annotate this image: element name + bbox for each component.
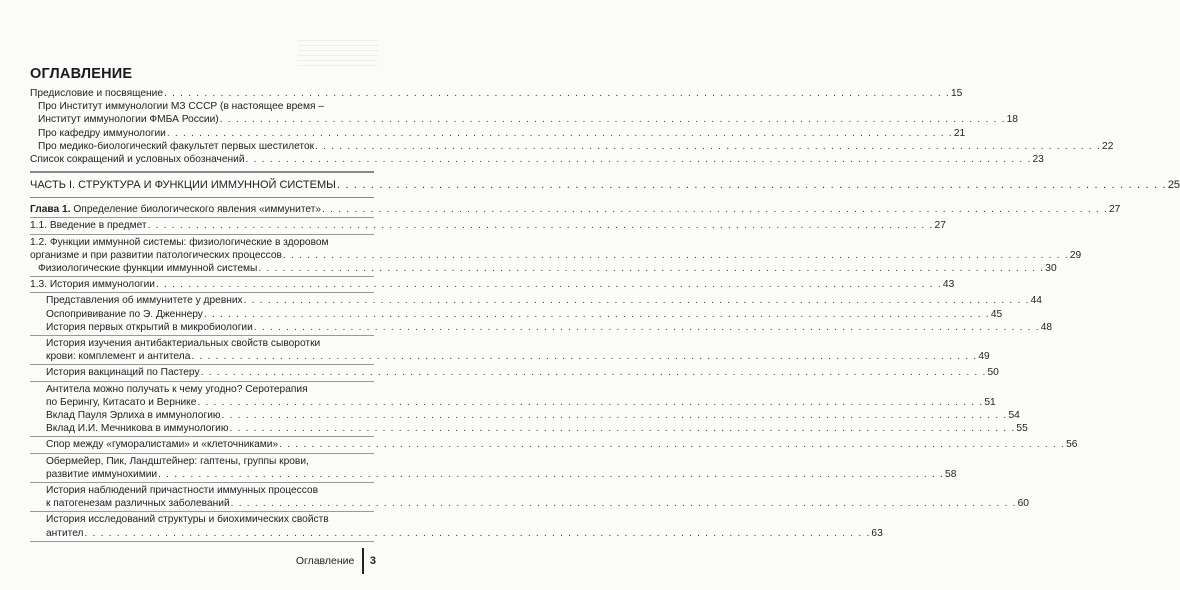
part-title: ЧАСТЬ I. СТРУКТУРА И ФУНКЦИИ ИММУННОЙ СИСТЕМЫ [30,178,336,191]
toc-entry[interactable] [30,438,1078,451]
leader-dots [148,219,934,232]
show-through-text [298,40,378,66]
toc-entry-title: Про Институт иммунологии МЗ СССР (в настоящее время – [38,101,324,113]
toc-entry[interactable] [30,127,966,140]
toc-entry[interactable] [30,249,1082,262]
toc-entry-page: 58 [945,468,957,480]
toc-entry-page: 29 [1069,249,1082,261]
toc-entry-line[interactable] [30,484,374,497]
leader-dots [229,422,1015,435]
toc-entry-page: 48 [1040,321,1053,333]
divider [30,197,374,199]
toc-entry[interactable] [30,113,1018,126]
divider [30,276,374,277]
toc-entry[interactable] [30,468,957,481]
toc-entry-page: 21 [953,127,966,139]
divider [30,217,374,218]
toc-entry[interactable] [30,278,955,291]
section-list [30,219,1082,541]
leader-dots [315,140,1101,153]
toc-entry[interactable] [30,308,1003,321]
toc-entry-title: Оспопрививание по Э. Дженнеру [46,308,203,320]
toc-entry-page: 51 [984,396,996,408]
divider [30,436,374,437]
toc-entry-title: крови: комплемент и антитела [46,351,191,363]
toc-entry[interactable] [30,140,1114,153]
toc-entry[interactable] [30,262,1057,275]
leader-dots [84,527,870,540]
toc-entry-title: Антитела можно получать к чему угодно? Серотерапия [46,383,308,395]
toc-entry-title: История первых открытий в микробиологии [46,321,253,333]
chapter-title [30,203,321,216]
footer-label: Оглавление [295,555,355,567]
toc-entry[interactable] [30,366,999,379]
toc-entry-title: Про кафедру иммунологии [38,127,166,139]
toc-entry[interactable] [30,409,1020,422]
toc-entry-title: История вакцинаций по Пастеру [46,367,200,379]
toc-entry-title: Представления об иммунитете у древних [46,295,243,307]
toc-entry-page: 56 [1066,439,1078,451]
toc-entry-line[interactable] [30,383,374,396]
page-title: ОГЛАВЛЕНИЕ [30,66,133,82]
toc-entry-title: История исследований структуры и биохимических свойств [46,514,329,526]
toc-entry-line[interactable] [30,236,374,249]
toc-entry-title: Обермейер, Пик, Ландштейнер: гаптены, группы крови, [46,455,309,467]
divider [30,335,374,336]
leader-dots [191,350,977,363]
leader-dots [254,321,1040,334]
toc-entry-title: Институт иммунологии ФМБА России) [38,114,219,126]
toc-entry-page: 27 [934,220,946,232]
toc-entry-title: 1.3. История иммунологии [30,279,155,291]
toc-entry-page: 44 [1030,295,1042,307]
leader-dots [197,396,983,409]
toc-entry-title: по Берингу, Китасато и Вернике [46,396,197,408]
table-of-contents [30,87,1180,543]
leader-dots [244,294,1030,307]
toc-entry-page: 30 [1045,263,1057,275]
divider [30,171,374,173]
toc-entry-line[interactable] [30,513,374,526]
toc-entry-page: 60 [1017,498,1029,510]
divider [30,541,374,542]
chapter-entry[interactable] [30,203,1121,216]
running-footer [296,548,376,574]
toc-entry-title: Про медико-биологический факультет первых шестилеток [38,140,315,152]
divider [30,234,374,235]
page-number: 3 [369,555,376,567]
toc-entry-title: История изучения антибактериальных свойств сыворотки [46,338,321,350]
toc-entry[interactable] [30,497,1029,510]
toc-entry-page: 50 [987,367,999,379]
leader-dots [164,87,950,100]
toc-entry-line[interactable] [30,455,374,468]
divider [30,453,374,454]
toc-entry-page: 23 [1032,154,1044,166]
toc-entry[interactable] [30,219,946,232]
leader-dots [258,262,1044,275]
toc-entry-line[interactable] [30,100,374,113]
toc-entry-page: 18 [1006,114,1018,126]
toc-entry-title: Предисловие и посвящение [30,88,164,99]
toc-entry[interactable] [30,527,883,540]
divider [30,482,374,483]
part-entry[interactable] [30,178,1180,192]
leader-dots [322,203,1108,216]
toc-entry[interactable] [30,153,1044,166]
front-matter-list [30,87,1114,166]
chapter-text: Определение биологического явления «иммунитет» [73,204,322,216]
toc-entry-page: 54 [1008,410,1020,422]
toc-entry[interactable] [30,321,1053,334]
toc-entry[interactable] [30,422,1028,435]
leader-dots [156,278,942,291]
toc-entry[interactable] [30,350,990,363]
toc-entry-title: 1.1. Введение в предмет [30,220,147,232]
leader-dots [231,497,1017,510]
chapter-page: 27 [1109,204,1121,216]
toc-entry-line[interactable] [30,337,374,350]
divider [30,364,374,365]
toc-entry-title: Вклад Пауля Эрлиха в иммунологию [46,410,221,422]
leader-dots [204,308,990,321]
toc-entry[interactable] [30,294,1042,307]
divider [30,511,374,512]
toc-entry-page: 45 [990,308,1003,320]
toc-entry[interactable] [30,87,963,100]
toc-entry-page: 55 [1016,423,1028,435]
toc-entry[interactable] [30,396,996,409]
toc-entry-title: Вклад И.И. Мечникова в иммунологию [46,423,229,435]
part-page: 25 [1167,178,1180,191]
leader-dots [246,153,1032,166]
toc-entry-page: 49 [978,351,990,363]
leader-dots [158,468,944,481]
toc-entry-title: Спор между «гуморалистами» и «клеточниками» [46,439,279,451]
leader-dots [167,127,953,140]
toc-entry-title: 1.2. Функции иммунной системы: физиологические в здоровом [30,236,329,248]
toc-entry-page: 63 [871,527,883,539]
leader-dots [283,249,1069,262]
divider [30,292,374,293]
toc-entry-title: организме и при развитии патологических процессов [30,249,282,261]
leader-dots [201,366,987,379]
toc-entry-title: Список сокращений и условных обозначений [30,154,245,166]
leader-dots [337,178,1167,192]
leader-dots [279,438,1065,451]
chapter-label: Глава 1. [30,204,71,216]
toc-entry-page: 15 [950,88,963,99]
toc-entry-title: к патогенезам различных заболеваний [46,498,230,510]
divider [30,381,374,382]
toc-entry-title: Физиологические функции иммунной системы [38,263,258,275]
toc-entry-title: История наблюдений причастности иммунных процессов [46,485,319,497]
footer-bar [362,548,364,574]
toc-entry-page: 22 [1102,140,1114,152]
toc-entry-title: развитие иммунохимии [46,468,158,480]
leader-dots [220,113,1006,126]
toc-entry-page: 43 [942,279,955,291]
leader-dots [222,409,1008,422]
toc-entry-title: антител [46,527,84,539]
